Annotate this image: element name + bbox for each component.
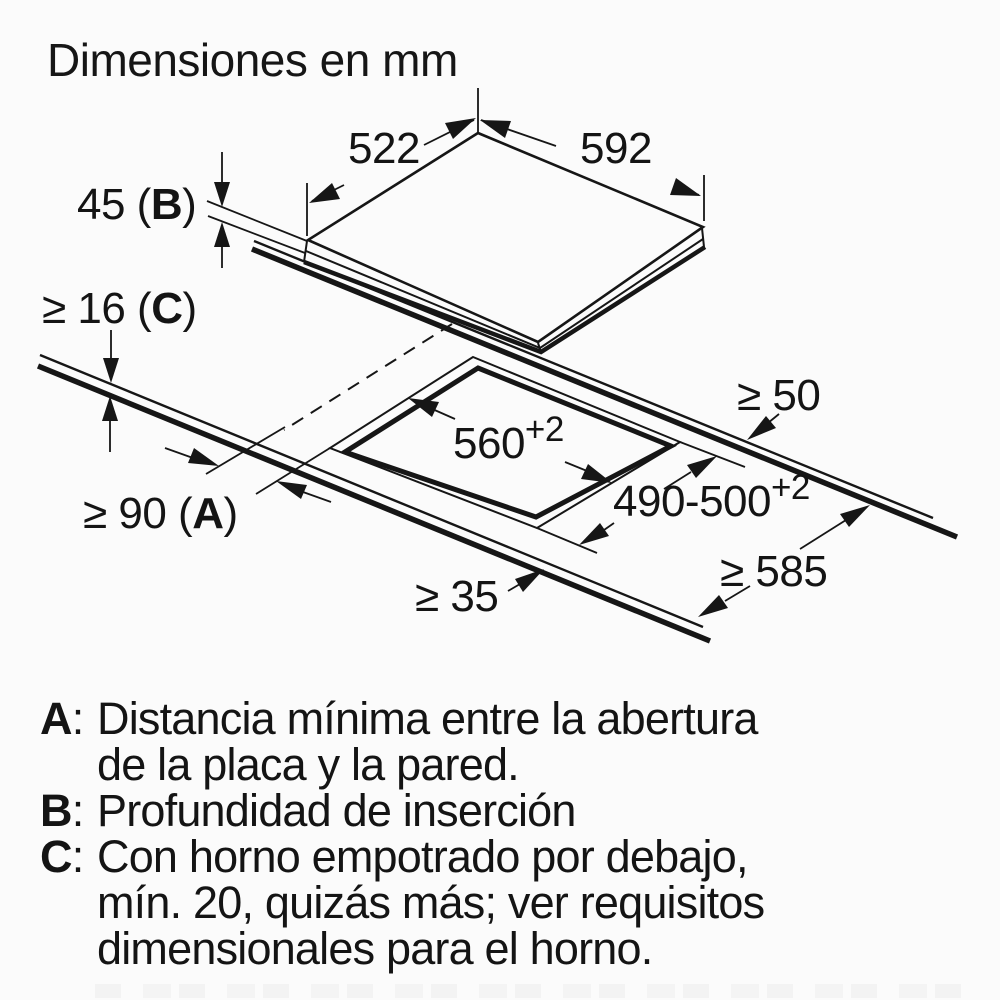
dim-585-arrowhead-up bbox=[840, 505, 870, 527]
legend-text-a bbox=[97, 693, 940, 790]
dim-585-arrowhead-down bbox=[698, 595, 728, 617]
dim-585-line-up bbox=[800, 520, 846, 549]
legend-item-a bbox=[40, 693, 940, 790]
dim-16-arrowhead-down bbox=[103, 358, 119, 383]
legend-text-a-line2: de la placa y la pared. bbox=[97, 739, 519, 790]
dim-90-label: ≥ 90 (A) bbox=[83, 489, 238, 538]
legend-key-b: B: bbox=[40, 785, 84, 836]
dim-592-arrowhead-right bbox=[670, 178, 701, 196]
dim-522-label: 522 bbox=[348, 124, 420, 173]
watermark-strip bbox=[95, 984, 975, 998]
page-title: Dimensiones en mm bbox=[47, 34, 458, 86]
dim-35-label: ≥ 35 bbox=[415, 572, 499, 621]
legend-text-c-line3: dimensionales para el horno. bbox=[97, 923, 653, 974]
legend-item-c bbox=[40, 831, 940, 974]
leader-35-arrowhead bbox=[515, 569, 544, 592]
legend-text-c bbox=[97, 831, 940, 974]
dim-45-arrowhead-down bbox=[214, 182, 230, 207]
dim-522-arrowhead-bottom bbox=[309, 183, 340, 203]
dim-45-label: 45 (B) bbox=[77, 180, 197, 229]
dim-45-arrowhead-up bbox=[214, 222, 230, 247]
legend-text-c-line2: mín. 20, quizás más; ver requisitos bbox=[97, 877, 765, 928]
hob-corner-right-edge bbox=[702, 228, 704, 247]
dim-90-arrow-line-a bbox=[165, 448, 193, 458]
dim-560-arrowhead-right bbox=[581, 464, 612, 483]
dim-90-arrowhead-b bbox=[276, 481, 307, 499]
legend bbox=[40, 693, 940, 974]
leader-35-line bbox=[508, 584, 520, 591]
legend-text-b bbox=[97, 785, 940, 836]
dim-490-arrowhead-top bbox=[687, 456, 717, 478]
legend-key-c: C: bbox=[40, 831, 84, 882]
dim-490-arrowhead-bottom bbox=[579, 523, 609, 545]
legend-text-b-line1: Profundidad de inserción bbox=[97, 785, 576, 836]
dim-592-label: 592 bbox=[580, 124, 652, 173]
dim-90-arrow-line-b bbox=[303, 492, 331, 502]
legend-text-c-line1: Con horno empotrado por debajo, bbox=[97, 831, 748, 882]
legend-text-a-line1: Distancia mínima entre la abertura bbox=[97, 693, 758, 744]
dim-90-arrowhead-a bbox=[188, 448, 219, 466]
dim-560-label: $560^{+2}$ bbox=[453, 410, 564, 468]
projection-dashed-line bbox=[284, 324, 452, 430]
legend-key-a: A: bbox=[40, 693, 84, 744]
dim-585-label: ≥ 585 bbox=[720, 547, 828, 596]
dim-490-500-label: $490-500^{+2}$ bbox=[613, 468, 810, 526]
dim-50-label: ≥ 50 bbox=[737, 371, 821, 420]
dim-16-label: ≥ 16 (C) bbox=[42, 284, 197, 333]
legend-item-b bbox=[40, 785, 940, 836]
